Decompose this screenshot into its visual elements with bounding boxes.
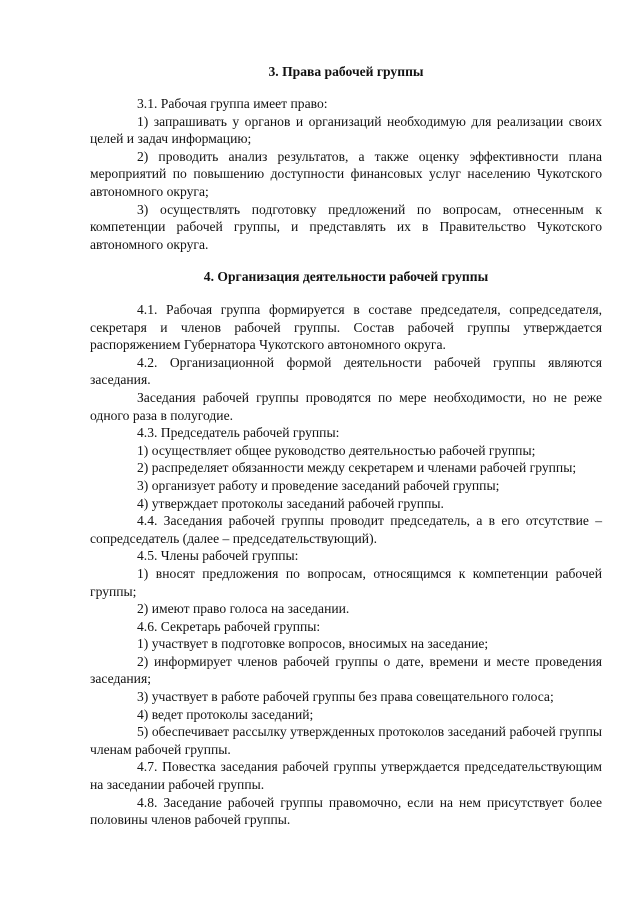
- clause-4-2: 4.2. Организационной формой деятельности рабочей группы являются заседания.: [90, 354, 602, 388]
- section-4-body: [90, 301, 602, 829]
- clause-4-3-item-4: 4) утверждает протоколы заседаний рабочей группы.: [137, 495, 444, 511]
- clause-4-6-item-2: 2) информирует членов рабочей группы о дате, времени и месте проведения заседания;: [90, 653, 602, 687]
- clause-4-6-item-3: 3) участвует в работе рабочей группы без права совещательного голоса;: [137, 689, 554, 705]
- section-3-body: [90, 95, 602, 253]
- clause-3-1: 3.1. Рабочая группа имеет право:: [137, 96, 328, 111]
- clause-4-1: 4.1. Рабочая группа формируется в составе председателя, сопредседателя, секретаря и членов рабочей группы. Состав рабочей группы утверждается распоряжением Губернатора Чукотского автономного округа.: [90, 302, 602, 353]
- clause-4-6: 4.6. Секретарь рабочей группы:: [137, 618, 321, 634]
- section-4-heading: 4. Организация деятельности рабочей группы: [203, 269, 489, 284]
- clause-4-5-item-2: 2) имеют право голоса на заседании.: [137, 601, 350, 617]
- clause-4-4: 4.4. Заседания рабочей группы проводит председатель, а в его отсутствие – сопредседатель (далее – председательствующий).: [90, 513, 602, 546]
- clause-4-3-item-2: 2) распределяет обязанности между секретарем и членами рабочей группы;: [137, 460, 577, 476]
- clause-4-6-item-5: 5) обеспечивает рассылку утвержденных протоколов заседаний рабочей группы членам рабочей группы.: [90, 724, 602, 757]
- clause-4-2-paragraph: Заседания рабочей группы проводятся по мере необходимости, но не реже одного раза в полугодие.: [90, 389, 602, 423]
- clause-4-6-item-4: 4) ведет протоколы заседаний;: [137, 706, 314, 722]
- clause-4-3-item-3: 3) организует работу и проведение заседаний рабочей группы;: [137, 477, 500, 493]
- clause-3-1-item-1: 1) запрашивать у органов и организаций необходимую для реализации своих целей и задач информацию;: [90, 113, 602, 147]
- clause-4-5: 4.5. Члены рабочей группы:: [137, 548, 299, 564]
- section-3-heading: 3. Права рабочей группы: [268, 64, 424, 79]
- clause-4-8: 4.8. Заседание рабочей группы правомочно, если на нем присутствует более половины членов рабочей группы.: [90, 794, 602, 828]
- clause-4-5-item-1: 1) вносят предложения по вопросам, относящимся к компетенции рабочей группы;: [90, 565, 602, 599]
- clause-4-7: 4.7. Повестка заседания рабочей группы утверждается председательствующим на заседании рабочей группы.: [90, 759, 602, 793]
- clause-4-3-item-1: 1) осуществляет общее руководство деятельностью рабочей группы;: [137, 442, 536, 458]
- clause-3-1-item-3: 3) осуществлять подготовку предложений по вопросам, отнесенным к компетенции рабочей группы, и представлять их в Правительство Чукотского автономного округа.: [90, 201, 602, 252]
- clause-4-3: 4.3. Председатель рабочей группы:: [137, 425, 340, 441]
- clause-3-1-item-2: 2) проводить анализ результатов, а также оценку эффективности плана мероприятий по повышению доступности финансовых услуг населению Чукотского автономного округа;: [90, 148, 602, 199]
- clause-4-6-item-1: 1) участвует в подготовке вопросов, вносимых на заседание;: [137, 636, 489, 652]
